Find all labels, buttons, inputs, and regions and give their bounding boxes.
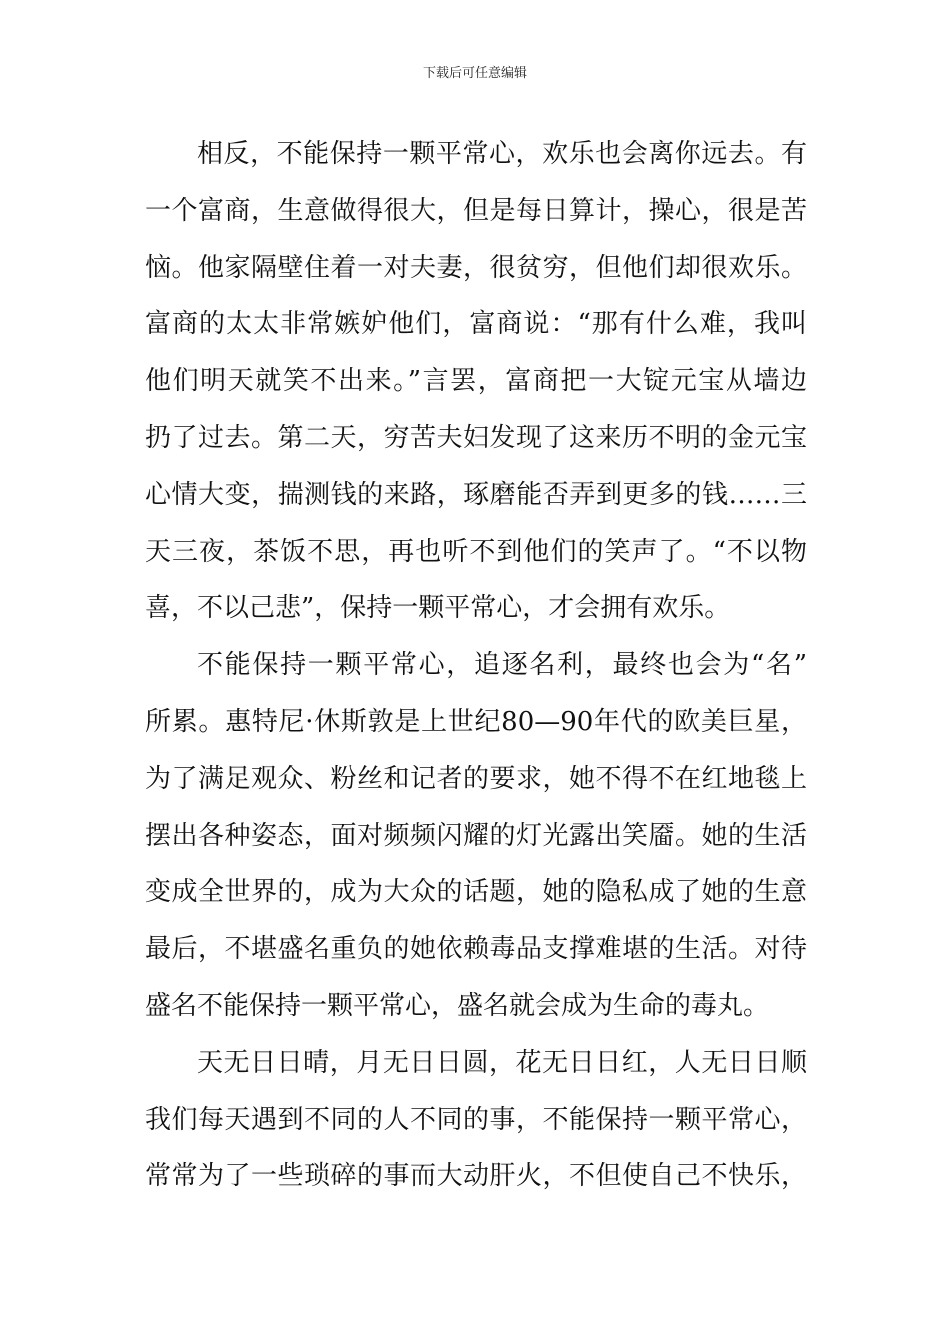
paragraph-2-line-4: 摆出各种姿态，面对频频闪耀的灯光露出笑靥。她的生活 <box>145 820 807 851</box>
paragraph-3-line-1: 天无日日晴，月无日日圆，花无日日红，人无日日顺 <box>197 1047 807 1078</box>
paragraph-2-line-6: 最后，不堪盛名重负的她依赖毒品支撑难堪的生活。对待 <box>145 934 807 965</box>
paragraph-1-line-7: 心情大变，揣测钱的来路，琢磨能否弄到更多的钱……三 <box>145 479 807 510</box>
paragraph-2-line-2: 所累。惠特尼·休斯敦是上世纪80—90年代的欧美巨星， <box>145 706 807 737</box>
paragraph-1-line-9: 喜，不以己悲”，保持一颗平常心，才会拥有欢乐。 <box>145 593 731 624</box>
paragraph-1-line-8: 天三夜，茶饭不思，再也听不到他们的笑声了。“不以物 <box>145 536 807 567</box>
paragraph-1-line-6: 扔了过去。第二天，穷苦夫妇发现了这来历不明的金元宝 <box>145 422 807 453</box>
paragraph-3-line-3: 常常为了一些琐碎的事而大动肝火，不但使自己不快乐， <box>145 1161 807 1192</box>
paragraph-1-line-4: 富商的太太非常嫉妒他们，富商说：“那有什么难，我叫 <box>145 309 807 340</box>
paragraph-3-line-2: 我们每天遇到不同的人不同的事，不能保持一颗平常心， <box>145 1104 807 1135</box>
page-header: 下载后可任意编辑 <box>422 66 527 81</box>
paragraph-2-line-3: 为了满足观众、粉丝和记者的要求，她不得不在红地毯上 <box>145 763 807 794</box>
paragraph-1-line-1: 相反，不能保持一颗平常心，欢乐也会离你远去。有 <box>197 139 807 169</box>
paragraph-2-line-7: 盛名不能保持一颗平常心，盛名就会成为生命的毒丸。 <box>145 990 770 1021</box>
paragraph-2-line-1: 不能保持一颗平常心，追逐名利，最终也会为“名” <box>197 650 807 681</box>
paragraph-1-line-3: 恼。他家隔壁住着一对夫妻，很贫穷，但他们却很欢乐。 <box>145 252 807 283</box>
document-body <box>145 126 807 1205</box>
paragraph-2-line-5: 变成全世界的，成为大众的话题，她的隐私成了她的生意 <box>145 877 807 908</box>
paragraph-1-line-2: 一个富商，生意做得很大，但是每日算计，操心，很是苦 <box>145 195 807 226</box>
paragraph-1-line-5: 他们明天就笑不出来。”言罢，富商把一大锭元宝从墙边 <box>145 366 807 397</box>
